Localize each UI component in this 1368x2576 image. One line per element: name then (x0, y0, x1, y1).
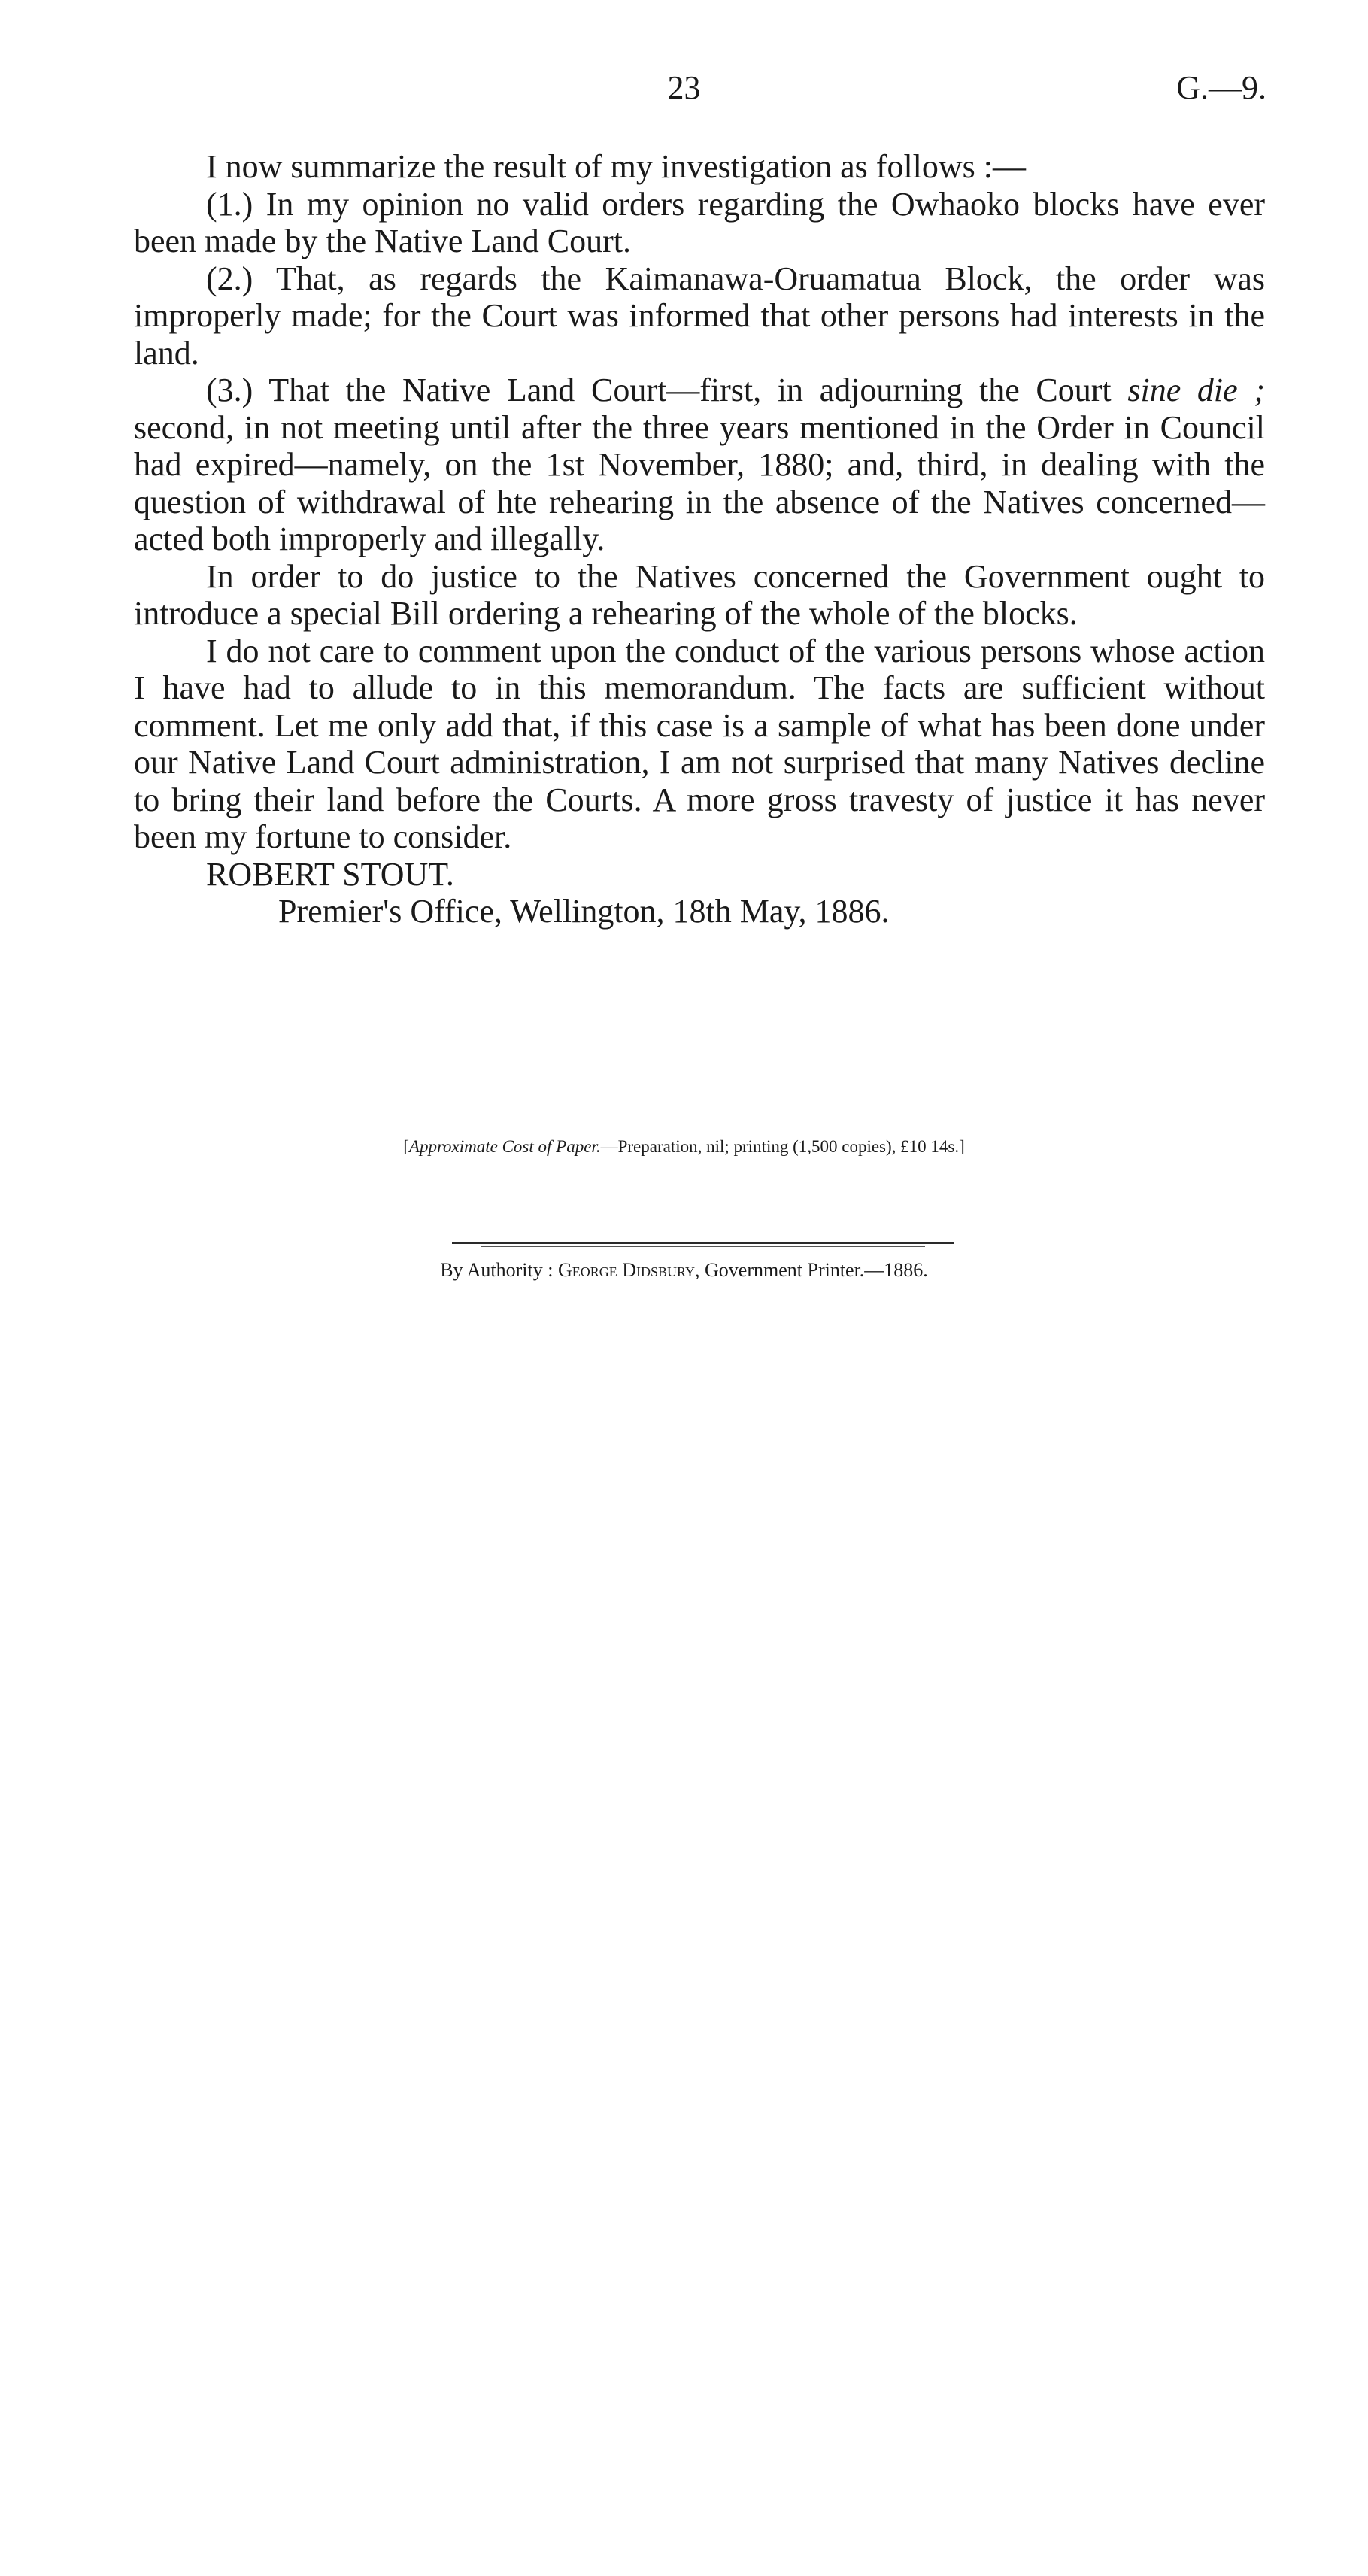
page-number: 23 (667, 69, 701, 106)
point-3-latin-phrase: sine die ; (1127, 372, 1265, 408)
printer-name: George Didsbury (557, 1259, 696, 1281)
paragraph-point-3 (134, 372, 1265, 558)
point-3-text-end: second, in not meeting until after the three years mentioned in the Order in Council had expired—namely, on the 1st November, 1880; and, third, in dealing with the question of withdrawal of hte rehearing in the absence of the Natives concerned—acted both improperly and illegally. (134, 408, 1265, 557)
memorandum-body (134, 148, 1265, 930)
paragraph-justice: In order to do justice to the Natives concerned the Government ought to introduce a special Bill ordering a rehearing of the whole of the blocks. (134, 557, 1265, 632)
point-3-text-start: (3.) That the Native Land Court—first, in adjourning the Court (206, 372, 1128, 408)
imprint-suffix: , Government Printer.—1886. (695, 1259, 928, 1281)
paragraph-conclusion: I do not care to comment upon the conduct of the various persons whose action I have had to allude to in this memorandum. The facts are sufficient without comment. Let me only add that, if this case is a sample of what has been done under our Native Land Court administration, I am not surprised that many Natives decline to bring their land before the Courts. A more gross travesty of justice it has never been my fortune to consider. (134, 632, 1265, 855)
paragraph-summary-intro: I now summarize the result of my investigation as follows :— (206, 148, 1027, 185)
cost-note (0, 1138, 1368, 1155)
signature: ROBERT STOUT. (206, 855, 454, 893)
paragraph-point-2: (2.) That, as regards the Kaimanawa-Oruamatua Block, the order was improperly made; for the Court was informed that other persons had interests in the land. (134, 259, 1265, 372)
divider-rule (452, 1242, 954, 1244)
cost-note-open-bracket: [ (403, 1137, 409, 1156)
printer-imprint (0, 1261, 1368, 1280)
dateline: Premier's Office, Wellington, 18th May, 1886. (278, 893, 890, 930)
cost-note-text: —Preparation, nil; printing (1,500 copies), £10 14s.] (600, 1137, 965, 1156)
document-reference: G.—9. (1176, 69, 1266, 106)
imprint-prefix: By Authority : (440, 1259, 558, 1281)
divider-rule-thin (481, 1246, 925, 1247)
paragraph-point-1: (1.) In my opinion no valid orders regarding the Owhaoko blocks have ever been made by the Native Land Court. (134, 185, 1265, 259)
cost-note-label: Approximate Cost of Paper. (408, 1137, 601, 1156)
